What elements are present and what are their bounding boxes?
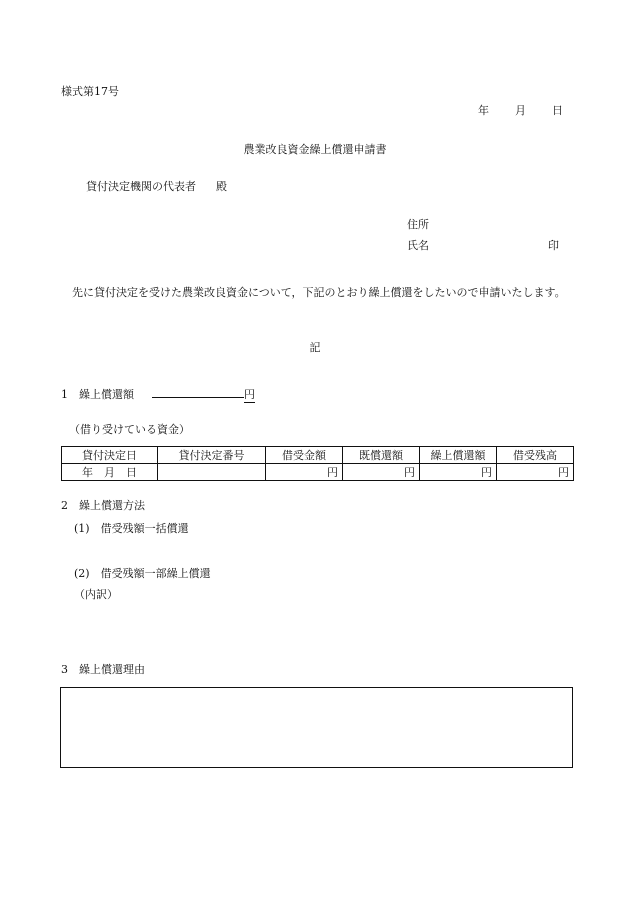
section-2-label: 2 繰上償還方法 [61, 499, 145, 512]
table-row [62, 464, 574, 481]
address-label: 住所 [407, 218, 429, 231]
addressee [86, 180, 227, 194]
seal-mark: 印 [548, 239, 559, 252]
cell-remaining-balance[interactable]: 円 [497, 464, 574, 481]
header-early-repayment-amount: 繰上償還額 [420, 447, 497, 464]
borrowed-funds-caption: （借り受けている資金） [69, 423, 190, 436]
addressee-org: 貸付決定機関の代表者 [86, 180, 196, 193]
date-day: 日 [552, 104, 563, 117]
option-partial-early-repayment: (2) 借受残額一部繰上償還 [74, 567, 211, 580]
document-title: 農業改良資金繰上償還申請書 [243, 143, 387, 156]
date-year: 年 [478, 104, 489, 117]
cell-number[interactable] [158, 464, 266, 481]
ki-heading: 記 [309, 341, 321, 354]
header-repaid-amount: 既償還額 [343, 447, 420, 464]
table-header-row [62, 447, 574, 464]
section-1-early-repayment-amount [61, 385, 255, 403]
section-3-label: 3 繰上償還理由 [61, 663, 145, 676]
date-line [478, 104, 563, 118]
addressee-honorific: 殿 [216, 180, 227, 193]
request-body-text: 先に貸付決定を受けた農業改良資金について，下記のとおり繰上償還をしたいので申請いたします。 [61, 286, 566, 299]
name-label: 氏名 [407, 239, 429, 252]
header-loan-decision-number: 貸付決定番号 [158, 447, 266, 464]
amount-unit: 円 [244, 388, 255, 401]
reason-text-box[interactable] [60, 687, 573, 768]
header-remaining-balance: 借受残高 [497, 447, 574, 464]
cell-early-repayment-amount[interactable]: 円 [420, 464, 497, 481]
cell-borrowed-amount[interactable]: 円 [266, 464, 343, 481]
amount-fill-line[interactable] [152, 385, 244, 398]
header-borrowed-amount: 借受金額 [266, 447, 343, 464]
date-month: 月 [515, 104, 526, 117]
header-loan-decision-date: 貸付決定日 [62, 447, 158, 464]
cell-date[interactable]: 年 月 日 [62, 464, 158, 481]
form-number: 様式第17号 [61, 85, 119, 98]
borrowed-funds-table [61, 446, 574, 481]
cell-repaid-amount[interactable]: 円 [343, 464, 420, 481]
option-lump-sum-repayment: (1) 借受残額一括償還 [74, 522, 189, 535]
section-1-label: 1 繰上償還額 [61, 388, 134, 401]
breakdown-label: （内訳） [74, 588, 118, 601]
